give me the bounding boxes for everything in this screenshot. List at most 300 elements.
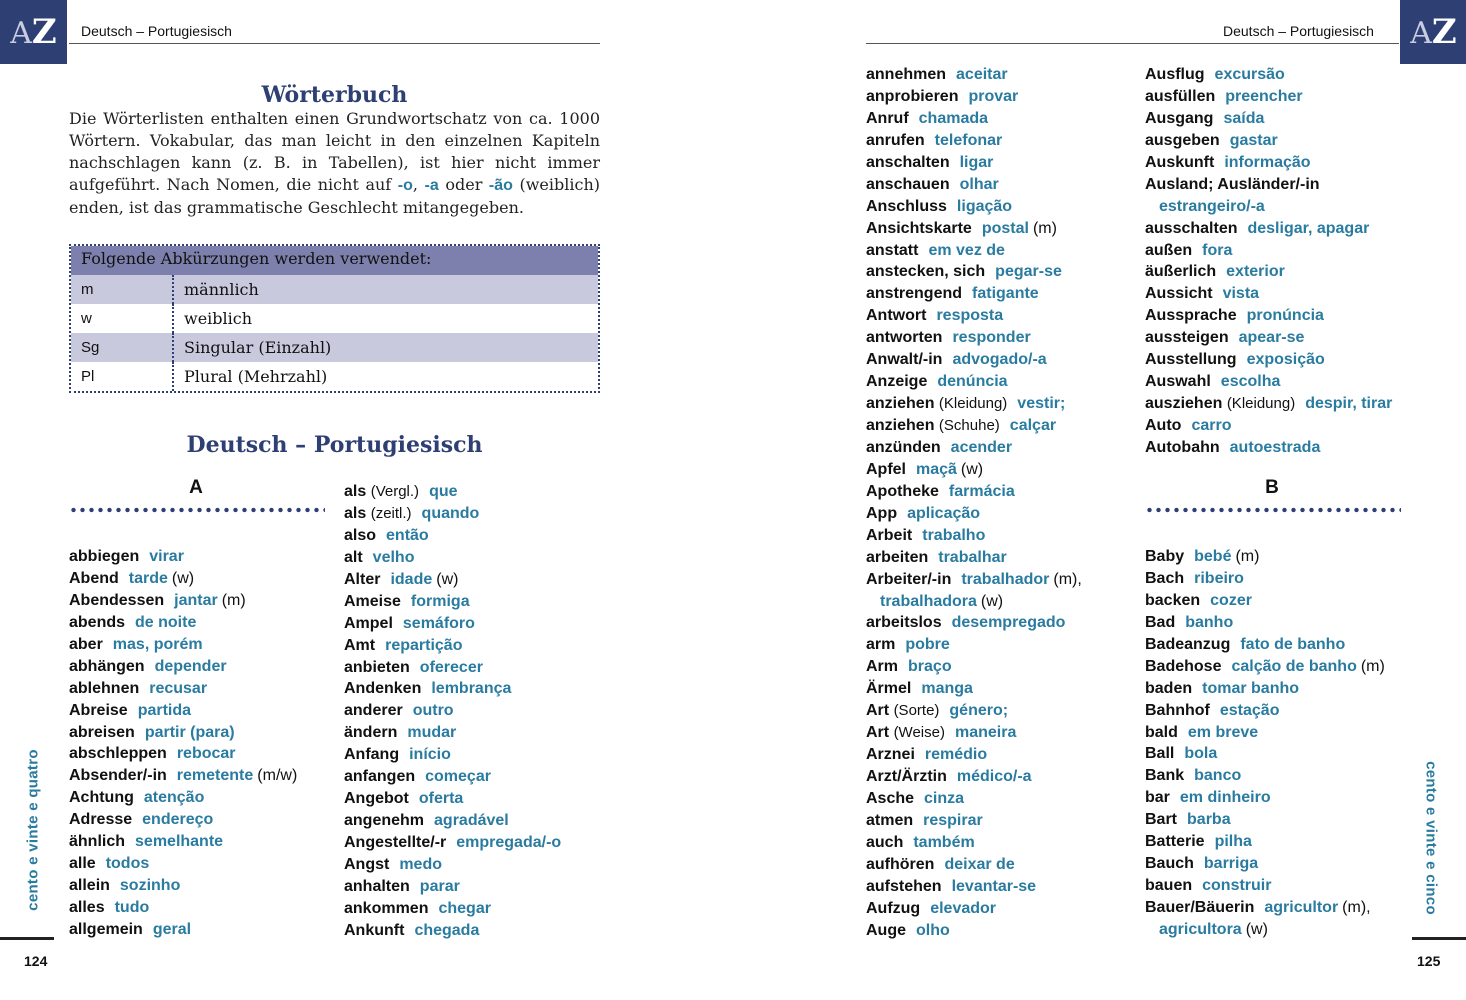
portuguese-word: oferta bbox=[418, 790, 464, 808]
german-word: Batterie bbox=[1145, 833, 1205, 851]
dictionary-entry bbox=[69, 919, 297, 941]
portuguese-word: em dinheiro bbox=[1179, 789, 1271, 807]
gender-note: (w) bbox=[1245, 920, 1268, 938]
german-word: Achtung bbox=[69, 789, 134, 807]
dictionary-entry bbox=[344, 788, 561, 810]
running-head-right: Deutsch – Portugiesisch bbox=[1223, 23, 1374, 39]
german-word: Baby bbox=[1145, 548, 1185, 565]
portuguese-word: recusar bbox=[149, 679, 208, 697]
german-word: alle bbox=[69, 855, 96, 873]
german-word: abschleppen bbox=[69, 745, 167, 763]
portuguese-word: construir bbox=[1202, 877, 1272, 895]
gender-note: (m), bbox=[1053, 570, 1082, 588]
portuguese-word: chamada bbox=[918, 109, 989, 127]
portuguese-word: calção de banho bbox=[1231, 657, 1357, 675]
portuguese-word: exterior bbox=[1226, 263, 1285, 281]
portuguese-word: mas, porém bbox=[112, 635, 203, 653]
german-word: Bauch bbox=[1145, 855, 1194, 873]
abbreviation-row bbox=[71, 304, 598, 333]
page-number-left: 124 bbox=[24, 953, 48, 969]
word-column bbox=[69, 546, 297, 941]
dictionary-entry bbox=[1145, 612, 1385, 634]
portuguese-word: farmácia bbox=[948, 482, 1015, 500]
abbreviation-table-header: Folgende Abkürzungen werden verwendet: bbox=[71, 246, 598, 275]
dictionary-entry bbox=[1145, 305, 1392, 327]
german-word: Amt bbox=[344, 636, 376, 654]
portuguese-word: apear-se bbox=[1238, 329, 1305, 347]
german-word: anhalten bbox=[344, 877, 410, 895]
german-word: Angebot bbox=[344, 790, 409, 808]
portuguese-word: semelhante bbox=[135, 833, 224, 851]
dictionary-entry bbox=[69, 568, 297, 590]
dictionary-entry bbox=[866, 240, 1082, 262]
portuguese-word: telefonar bbox=[934, 131, 1003, 149]
german-word: abreisen bbox=[69, 723, 135, 741]
german-word: atmen bbox=[866, 811, 914, 829]
dictionary-entry bbox=[1145, 283, 1392, 305]
dictionary-entry bbox=[1145, 218, 1392, 240]
dictionary-entry bbox=[866, 920, 1082, 942]
dictionary-entry bbox=[344, 613, 561, 635]
dictionary-entry bbox=[1145, 152, 1392, 174]
german-word: annehmen bbox=[866, 66, 947, 83]
portuguese-word: remetente bbox=[176, 767, 254, 785]
dictionary-entry bbox=[344, 657, 561, 679]
portuguese-word: autoestrada bbox=[1229, 438, 1321, 456]
german-word: bar bbox=[1145, 789, 1170, 807]
gender-note: (w) bbox=[436, 570, 459, 588]
german-word: Alter bbox=[344, 570, 381, 588]
dictionary-entry bbox=[866, 569, 1082, 591]
german-word: anschauen bbox=[866, 175, 950, 193]
portuguese-word: barba bbox=[1187, 811, 1231, 829]
portuguese-word: responder bbox=[952, 329, 1031, 347]
portuguese-word: escolha bbox=[1220, 373, 1281, 391]
german-word: anschalten bbox=[866, 153, 950, 171]
dictionary-entry bbox=[866, 349, 1082, 371]
german-word: Angestellte/-r bbox=[344, 834, 447, 851]
german-word: aussteigen bbox=[1145, 329, 1229, 347]
dictionary-entry bbox=[1145, 437, 1392, 459]
portuguese-word: resposta bbox=[936, 307, 1004, 325]
usage-note: (Sorte) bbox=[893, 702, 940, 720]
dictionary-entry bbox=[866, 130, 1082, 152]
dictionary-entry bbox=[344, 854, 561, 876]
portuguese-word: cinza bbox=[924, 789, 965, 807]
dictionary-entry bbox=[69, 809, 297, 831]
dictionary-entry bbox=[866, 898, 1082, 920]
dictionary-entry bbox=[866, 261, 1082, 283]
abbreviation-value: Plural (Mehrzahl) bbox=[184, 367, 328, 386]
abbreviation-row bbox=[71, 275, 598, 304]
dictionary-entry bbox=[69, 590, 297, 612]
letter-heading-b: B bbox=[1265, 477, 1279, 498]
german-word: Ansichtskarte bbox=[866, 219, 972, 237]
dictionary-entry bbox=[1145, 240, 1392, 262]
portuguese-word: quando bbox=[421, 504, 480, 522]
dictionary-entry bbox=[866, 327, 1082, 349]
portuguese-word: maneira bbox=[954, 724, 1017, 742]
portuguese-word: calçar bbox=[1009, 417, 1057, 434]
dictionary-entry bbox=[69, 787, 297, 809]
dictionary-entry bbox=[344, 569, 561, 591]
german-word: ändern bbox=[344, 724, 398, 742]
german-word: anbieten bbox=[344, 658, 410, 676]
portuguese-word: vista bbox=[1222, 285, 1260, 303]
portuguese-word: denúncia bbox=[937, 373, 1008, 391]
german-word: Ausland; Ausländer/-in bbox=[1145, 175, 1320, 193]
portuguese-word: de noite bbox=[135, 613, 197, 631]
dictionary-entry bbox=[866, 678, 1082, 700]
dictionary-entry bbox=[69, 831, 297, 853]
dictionary-entry bbox=[1145, 393, 1392, 415]
portuguese-word: remédio bbox=[924, 746, 988, 764]
dictionary-entry bbox=[344, 635, 561, 657]
portuguese-word: aplicação bbox=[907, 504, 981, 522]
portuguese-word: também bbox=[913, 833, 975, 851]
german-word: Ampel bbox=[344, 614, 393, 632]
side-title-right: cento e vinte e cinco bbox=[1422, 761, 1440, 915]
dictionary-entry bbox=[1145, 86, 1392, 108]
portuguese-word: provar bbox=[968, 87, 1019, 105]
portuguese-word: banco bbox=[1194, 767, 1242, 785]
german-word: anfangen bbox=[344, 768, 416, 786]
german-word: Ausgang bbox=[1145, 109, 1214, 127]
header-rule bbox=[866, 43, 1399, 44]
dictionary-entry bbox=[866, 437, 1082, 459]
dictionary-entry bbox=[866, 634, 1082, 656]
portuguese-word: saída bbox=[1223, 109, 1265, 127]
portuguese-word: género; bbox=[949, 702, 1009, 720]
dictionary-entry bbox=[1145, 261, 1392, 283]
german-word: ankommen bbox=[344, 899, 429, 917]
german-word: aufhören bbox=[866, 855, 935, 873]
dictionary-entry bbox=[1145, 765, 1385, 787]
german-word: alt bbox=[344, 548, 363, 566]
dictionary-entry bbox=[69, 700, 297, 722]
german-word: ablehnen bbox=[69, 679, 140, 697]
dictionary-entry bbox=[1145, 64, 1392, 86]
dictionary-entry bbox=[1145, 108, 1392, 130]
portuguese-word: oferecer bbox=[419, 658, 483, 676]
usage-note: (Weise) bbox=[893, 724, 945, 742]
portuguese-word: lembrança bbox=[431, 680, 512, 698]
german-word: abbiegen bbox=[69, 548, 140, 565]
dictionary-entry bbox=[866, 832, 1082, 854]
dictionary-entry bbox=[1145, 590, 1385, 612]
usage-note: (Schuhe) bbox=[938, 417, 1000, 434]
dictionary-entry bbox=[1145, 634, 1385, 656]
german-word: Abreise bbox=[69, 701, 128, 719]
german-word: backen bbox=[1145, 591, 1201, 609]
german-word: bauen bbox=[1145, 877, 1193, 895]
german-word: auch bbox=[866, 833, 904, 851]
german-word: anstrengend bbox=[866, 285, 963, 303]
dictionary-entry bbox=[866, 174, 1082, 196]
german-word: allgemein bbox=[69, 920, 143, 938]
german-word: Autobahn bbox=[1145, 438, 1220, 456]
dictionary-entry bbox=[866, 218, 1082, 240]
german-word: Ankunft bbox=[344, 921, 405, 939]
portuguese-word: outro bbox=[412, 702, 454, 720]
dictionary-entry bbox=[866, 722, 1082, 744]
german-word: bald bbox=[1145, 723, 1178, 741]
dictionary-entry bbox=[866, 612, 1082, 634]
portuguese-word: olho bbox=[916, 921, 950, 939]
portuguese-word: parar bbox=[419, 877, 460, 895]
letter-heading-a: A bbox=[189, 477, 203, 498]
portuguese-word: partir (para) bbox=[144, 723, 235, 741]
german-word: als bbox=[344, 504, 367, 522]
portuguese-word: banho bbox=[1185, 613, 1234, 631]
portuguese-word: gastar bbox=[1229, 131, 1278, 149]
usage-note: (Kleidung) bbox=[938, 395, 1008, 413]
dictionary-entry bbox=[344, 898, 561, 920]
german-word: Auswahl bbox=[1145, 373, 1211, 391]
dictionary-entry bbox=[866, 788, 1082, 810]
portuguese-word: ligar bbox=[959, 153, 994, 171]
dictionary-entry bbox=[1145, 174, 1392, 196]
portuguese-word: bola bbox=[1184, 745, 1218, 763]
portuguese-word: preencher bbox=[1225, 87, 1303, 105]
german-word: allein bbox=[69, 877, 110, 895]
portuguese-word: vestir; bbox=[1017, 395, 1066, 413]
german-word: anrufen bbox=[866, 131, 925, 149]
portuguese-word: acender bbox=[950, 438, 1013, 456]
german-word: außen bbox=[1145, 241, 1193, 259]
german-word: Bad bbox=[1145, 613, 1176, 631]
german-word: Bach bbox=[1145, 569, 1185, 587]
portuguese-word: atenção bbox=[143, 789, 205, 807]
gender-note: (m/w) bbox=[257, 767, 298, 785]
portuguese-word: rebocar bbox=[176, 745, 236, 763]
portuguese-word: desligar, apagar bbox=[1247, 219, 1370, 237]
german-word: Abend bbox=[69, 569, 119, 587]
page-number-right: 125 bbox=[1417, 953, 1441, 969]
gender-note: (w) bbox=[980, 592, 1004, 610]
abbreviation-row bbox=[71, 333, 598, 362]
running-head-left: Deutsch – Portugiesisch bbox=[81, 23, 232, 39]
portuguese-word: em vez de bbox=[928, 241, 1005, 259]
dictionary-entry bbox=[866, 481, 1082, 503]
abbreviation-value: Singular (Einzahl) bbox=[184, 338, 332, 357]
gender-note: (m) bbox=[221, 591, 246, 609]
dictionary-entry bbox=[866, 503, 1082, 525]
german-word: angenehm bbox=[344, 812, 425, 830]
german-word: App bbox=[866, 504, 898, 522]
german-word: anzünden bbox=[866, 438, 941, 456]
dictionary-entry bbox=[866, 810, 1082, 832]
portuguese-word: despir, tirar bbox=[1305, 395, 1393, 413]
dictionary-entry bbox=[866, 86, 1082, 108]
german-word: Anwalt/-in bbox=[866, 351, 943, 369]
dictionary-entry bbox=[344, 722, 561, 744]
german-word: abends bbox=[69, 613, 126, 631]
german-word: Bank bbox=[1145, 767, 1185, 785]
dictionary-entry bbox=[866, 108, 1082, 130]
dictionary-entry bbox=[1145, 831, 1385, 853]
german-word: Badehose bbox=[1145, 657, 1222, 675]
portuguese-word: fatigante bbox=[972, 285, 1039, 303]
german-word: Aussicht bbox=[1145, 285, 1213, 303]
dictionary-entry bbox=[866, 371, 1082, 393]
dictionary-entry bbox=[1145, 656, 1385, 678]
portuguese-word: jantar bbox=[174, 591, 218, 609]
dictionary-entry bbox=[344, 766, 561, 788]
portuguese-word: repartição bbox=[385, 636, 463, 654]
german-word: Anfang bbox=[344, 746, 400, 764]
portuguese-word: formiga bbox=[410, 592, 470, 610]
german-word: Bart bbox=[1145, 811, 1178, 829]
dictionary-entry bbox=[344, 700, 561, 722]
portuguese-word: informação bbox=[1224, 153, 1311, 171]
abbreviation-key: Pl bbox=[71, 362, 174, 391]
portuguese-word: trabalhar bbox=[938, 548, 1007, 566]
portuguese-word: pilha bbox=[1214, 833, 1252, 851]
dictionary-entry bbox=[1145, 897, 1385, 919]
dictionary-entry bbox=[1145, 196, 1392, 218]
dictionary-entry bbox=[866, 854, 1082, 876]
abbreviation-table bbox=[69, 244, 600, 393]
dictionary-entry bbox=[866, 656, 1082, 678]
portuguese-word: olhar bbox=[959, 175, 999, 193]
german-word: Auskunft bbox=[1145, 153, 1215, 171]
portuguese-word: velho bbox=[372, 548, 415, 566]
dictionary-entry bbox=[344, 744, 561, 766]
portuguese-word: agricultora bbox=[1159, 920, 1242, 938]
portuguese-word: deixar de bbox=[944, 855, 1015, 873]
german-word: anstecken, sich bbox=[866, 263, 986, 281]
german-word: anziehen bbox=[866, 395, 935, 413]
german-word: ausgeben bbox=[1145, 131, 1220, 149]
dictionary-entry bbox=[1145, 371, 1392, 393]
dictionary-entry bbox=[866, 591, 1082, 613]
word-column bbox=[344, 481, 561, 942]
portuguese-word: ligação bbox=[956, 197, 1013, 215]
portuguese-word: pronúncia bbox=[1246, 307, 1324, 325]
portuguese-word: empregada/-o bbox=[456, 834, 562, 851]
german-word: Ball bbox=[1145, 745, 1175, 763]
german-word: Abendessen bbox=[69, 591, 165, 609]
abbreviation-value: männlich bbox=[184, 280, 259, 299]
german-word: Asche bbox=[866, 789, 915, 807]
side-title-left: cento e vinte e quatro bbox=[24, 749, 42, 911]
german-word: ähnlich bbox=[69, 833, 126, 851]
portuguese-word: médico/-a bbox=[956, 768, 1032, 785]
german-word: Ärmel bbox=[866, 680, 912, 698]
german-word: Anruf bbox=[866, 109, 909, 127]
portuguese-word: fato de banho bbox=[1240, 635, 1346, 653]
portuguese-word: estação bbox=[1219, 701, 1280, 719]
german-word: Auto bbox=[1145, 417, 1182, 434]
german-word: alles bbox=[69, 899, 105, 916]
portuguese-word: partida bbox=[137, 701, 192, 719]
portuguese-word: agricultor bbox=[1264, 899, 1339, 916]
dictionary-entry bbox=[344, 503, 561, 525]
dictionary-entry bbox=[69, 656, 297, 678]
portuguese-word: pobre bbox=[905, 636, 950, 654]
dictionary-entry bbox=[69, 875, 297, 897]
gender-note: (m) bbox=[1235, 548, 1260, 565]
portuguese-word: advogado/-a bbox=[952, 351, 1047, 369]
portuguese-word: cozer bbox=[1210, 591, 1252, 609]
portuguese-word: chegar bbox=[438, 899, 491, 917]
german-word: abhängen bbox=[69, 657, 145, 675]
dictionary-entry bbox=[866, 459, 1082, 481]
portuguese-word: todos bbox=[105, 855, 150, 873]
dictionary-entry bbox=[69, 853, 297, 875]
portuguese-word: pegar-se bbox=[995, 263, 1062, 281]
dictionary-entry bbox=[69, 546, 297, 568]
portuguese-word: virar bbox=[149, 548, 184, 565]
dotted-divider bbox=[1145, 507, 1401, 513]
dictionary-entry bbox=[866, 744, 1082, 766]
german-word: Bauer/Bäuerin bbox=[1145, 899, 1255, 916]
german-word: Ausstellung bbox=[1145, 351, 1237, 369]
portuguese-word: postal bbox=[981, 219, 1029, 237]
portuguese-word: início bbox=[409, 746, 451, 764]
portuguese-word: excursão bbox=[1214, 66, 1285, 83]
portuguese-word: exposição bbox=[1246, 351, 1325, 369]
dictionary-title: Deutsch – Portugiesisch bbox=[186, 432, 483, 458]
german-word: Arbeiter/-in bbox=[866, 570, 952, 588]
portuguese-word: estrangeiro/-a bbox=[1159, 197, 1265, 215]
page-rule bbox=[0, 937, 54, 940]
german-word: baden bbox=[1145, 679, 1193, 697]
dictionary-entry bbox=[1145, 327, 1392, 349]
dictionary-entry bbox=[344, 810, 561, 832]
portuguese-word: fora bbox=[1202, 241, 1233, 259]
german-word: anziehen bbox=[866, 417, 935, 434]
german-word: Ameise bbox=[344, 592, 401, 610]
dictionary-entry bbox=[1145, 130, 1392, 152]
word-column bbox=[1145, 64, 1392, 459]
dictionary-entry bbox=[344, 832, 561, 854]
word-column bbox=[1145, 546, 1385, 941]
dictionary-entry bbox=[69, 678, 297, 700]
word-column bbox=[866, 64, 1082, 942]
german-word: Arbeit bbox=[866, 526, 913, 544]
gender-note: (m), bbox=[1342, 899, 1371, 916]
german-word: Badeanzug bbox=[1145, 635, 1231, 653]
german-word: antworten bbox=[866, 329, 943, 347]
german-word: Anzeige bbox=[866, 373, 928, 391]
section-title: Wörterbuch bbox=[261, 82, 408, 108]
dictionary-entry bbox=[69, 743, 297, 765]
portuguese-word: em breve bbox=[1187, 723, 1259, 741]
gender-note: (w) bbox=[171, 569, 195, 587]
german-word: aufstehen bbox=[866, 877, 942, 895]
portuguese-word: que bbox=[429, 483, 458, 500]
az-logo: AZ bbox=[1400, 0, 1466, 64]
portuguese-word: trabalhadora bbox=[880, 592, 977, 610]
portuguese-word: endereço bbox=[142, 811, 214, 829]
german-word: Aufzug bbox=[866, 899, 921, 917]
dictionary-entry bbox=[1145, 853, 1385, 875]
dictionary-entry bbox=[344, 591, 561, 613]
dictionary-entry bbox=[1145, 415, 1392, 437]
german-word: Anschluss bbox=[866, 197, 947, 215]
gender-note: (m) bbox=[1032, 219, 1057, 237]
dictionary-entry bbox=[866, 152, 1082, 174]
dictionary-entry bbox=[866, 283, 1082, 305]
portuguese-word: tomar banho bbox=[1202, 679, 1300, 697]
az-logo: AZ bbox=[0, 0, 67, 64]
header-rule bbox=[69, 43, 600, 44]
dotted-divider bbox=[69, 507, 325, 513]
german-word: Aussprache bbox=[1145, 307, 1237, 325]
gender-note: (m) bbox=[1360, 657, 1385, 675]
